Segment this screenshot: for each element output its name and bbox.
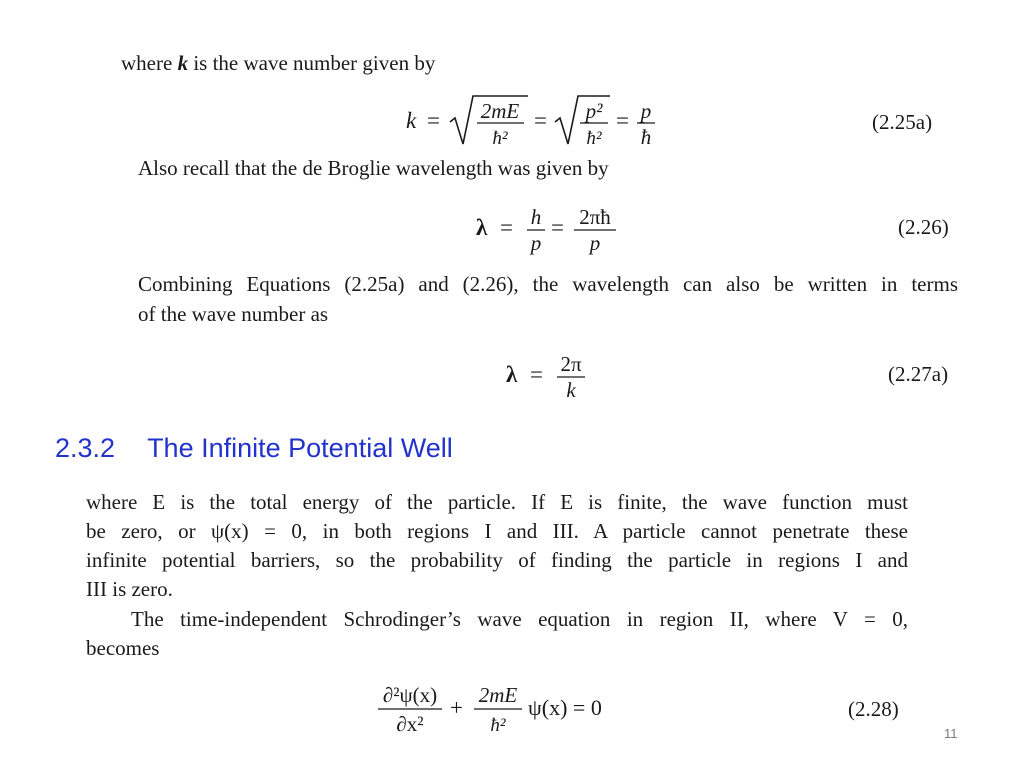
eq-den-p: p [589, 231, 601, 255]
section-title: The Infinite Potential Well [147, 433, 453, 463]
paragraph-line: where E is the total energy of the particle. If E is finite, the wave function must [86, 490, 908, 514]
combining-line-2: of the wave number as [138, 302, 329, 326]
slide-number: 11 [944, 726, 958, 741]
paragraph-line: infinite potential barriers, so the probability of finding the particle in regions I and [86, 548, 908, 572]
eq-num-dpsi: ∂²ψ(x) [382, 683, 438, 707]
paragraph-line: becomes [86, 636, 160, 660]
paragraph-2 [86, 605, 908, 663]
eq-label-2-28: (2.28) [848, 697, 899, 721]
eq-num-p2: p² [585, 99, 603, 123]
section-heading [55, 433, 453, 464]
intro-text: where k is the wave number given by [121, 51, 436, 75]
eq-equals: = [427, 108, 440, 133]
paragraph-line: III is zero. [86, 577, 173, 601]
recall-text: Also recall that the de Broglie wavelength was given by [138, 156, 609, 180]
eq-num-2mE: 2mE [478, 683, 518, 707]
italic-var-k: k [177, 51, 189, 75]
eq-num-h: h [530, 205, 542, 229]
eq-num-2pihbar: 2πħ [579, 205, 611, 229]
section-number: 2.3.2 [55, 433, 116, 463]
eq-equals: = [551, 215, 564, 240]
paragraph-1 [86, 488, 908, 604]
paragraph-line: be zero, or ψ(x) = 0, in both regions I and III. A particle cannot penetrate these [86, 519, 908, 543]
paragraph-line: The time-independent Schrodinger’s wave equation in region II, where V = 0, [131, 607, 908, 631]
eq-den-hbar2: ħ² [490, 715, 506, 736]
equation-2-26 [470, 198, 630, 258]
eq-num-p: p [640, 99, 652, 123]
eq-var-k: k [406, 108, 417, 133]
eq-den-k: k [566, 378, 576, 402]
eq-equals: = [530, 362, 543, 387]
eq-den-hbar2: ħ² [492, 128, 508, 149]
eq-tail: ψ(x) = 0 [528, 695, 602, 720]
equation-2-25a [400, 90, 670, 150]
eq-equals: = [616, 108, 629, 133]
eq-num-2mE: 2mE [480, 99, 520, 123]
eq-den-dx2: ∂x² [396, 712, 424, 736]
eq-lambda: λ [476, 215, 488, 240]
eq-label-2-25a: (2.25a) [872, 110, 933, 134]
equation-2-28 [370, 678, 630, 742]
eq-den-hbar2: ħ² [586, 128, 602, 149]
eq-lambda: λ [506, 362, 518, 387]
equation-2-27a [500, 345, 600, 405]
combining-line-1: Combining Equations (2.25a) and (2.26), the wavelength can also be written in terms [138, 272, 958, 296]
eq-den-hbar: ħ [640, 125, 652, 149]
eq-equals: = [534, 108, 547, 133]
eq-plus: + [450, 695, 463, 720]
eq-label-2-26: (2.26) [898, 215, 949, 239]
eq-equals: = [500, 215, 513, 240]
eq-label-2-27a: (2.27a) [888, 362, 949, 386]
eq-den-p: p [530, 231, 542, 255]
eq-num-2pi: 2π [560, 352, 582, 376]
